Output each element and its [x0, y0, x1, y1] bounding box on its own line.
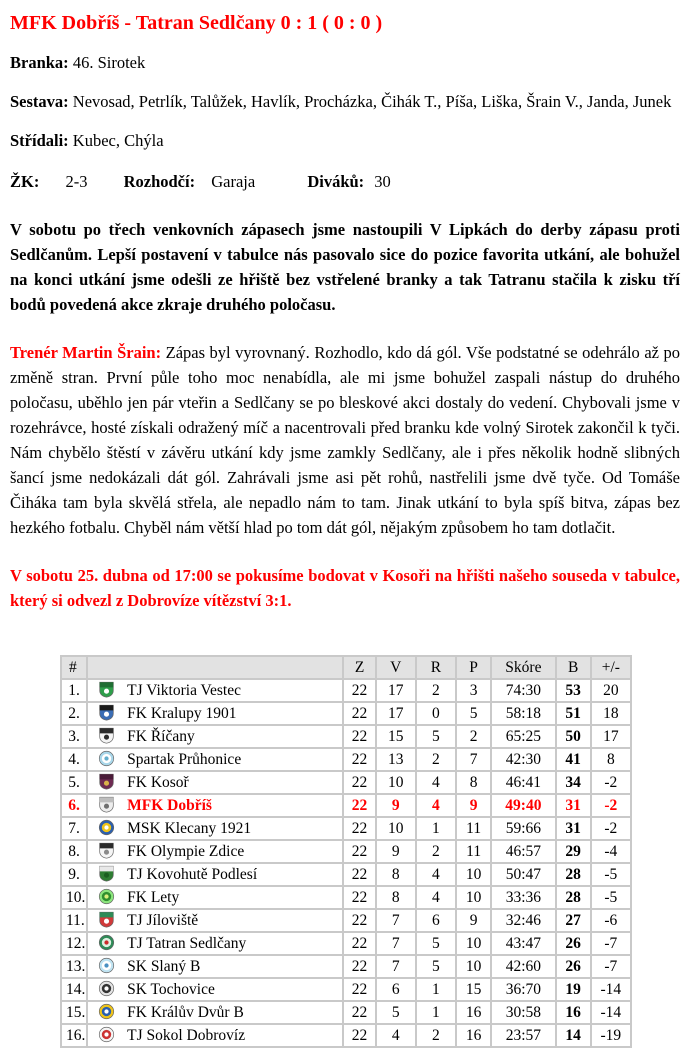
draws-cell: 4	[416, 794, 456, 817]
rank-cell: 3.	[61, 725, 87, 748]
points-cell: 14	[556, 1024, 591, 1047]
team-logo-icon	[98, 865, 115, 882]
table-row	[61, 702, 631, 725]
table-row	[61, 932, 631, 955]
team-name: TJ Kovohutě Podlesí	[127, 866, 258, 883]
team-cell	[87, 725, 343, 748]
rank-cell: 13.	[61, 955, 87, 978]
score-cell: 33:36	[491, 886, 555, 909]
team-cell	[87, 748, 343, 771]
losses-cell: 10	[456, 955, 491, 978]
team-logo-icon	[98, 957, 115, 974]
substitutes-line	[10, 128, 680, 153]
team-cell	[87, 909, 343, 932]
draws-cell: 4	[416, 863, 456, 886]
points-cell: 26	[556, 955, 591, 978]
games-cell: 22	[343, 1024, 375, 1047]
next-match-paragraph: V sobotu 25. dubna od 17:00 se pokusíme bodovat v Kosoři na hřišti našeho souseda v tabulce, který si odvezl z Dobrovíze vítězství 3:1.	[10, 566, 680, 610]
team-cell	[87, 955, 343, 978]
team-cell	[87, 978, 343, 1001]
draws-cell: 4	[416, 886, 456, 909]
diff-cell: -2	[591, 817, 631, 840]
table-row	[61, 863, 631, 886]
draws-cell: 2	[416, 748, 456, 771]
coach-name-label: Trenér Martin Šrain:	[10, 343, 162, 362]
rank-cell: 12.	[61, 932, 87, 955]
wins-cell: 13	[376, 748, 416, 771]
lineup-label: Sestava:	[10, 92, 69, 111]
team-logo-icon	[98, 934, 115, 951]
substitutes-value: Kubec, Chýla	[72, 131, 164, 150]
wins-cell: 9	[376, 794, 416, 817]
wins-cell: 8	[376, 886, 416, 909]
team-cell	[87, 886, 343, 909]
wins-cell: 7	[376, 909, 416, 932]
losses-cell: 11	[456, 817, 491, 840]
games-cell: 22	[343, 863, 375, 886]
table-row	[61, 1001, 631, 1024]
goal-label: Branka:	[10, 53, 69, 72]
rank-cell: 14.	[61, 978, 87, 1001]
score-cell: 50:47	[491, 863, 555, 886]
team-name: Spartak Průhonice	[127, 751, 242, 768]
score-cell: 49:40	[491, 794, 555, 817]
wins-cell: 6	[376, 978, 416, 1001]
team-logo-icon	[98, 727, 115, 744]
table-row	[61, 794, 631, 817]
draws-cell: 0	[416, 702, 456, 725]
team-cell	[87, 932, 343, 955]
draws-cell: 6	[416, 909, 456, 932]
diff-cell: -14	[591, 1001, 631, 1024]
points-cell: 53	[556, 679, 591, 702]
team-name: FK Kralupy 1901	[127, 705, 237, 722]
score-cell: 46:57	[491, 840, 555, 863]
rank-cell: 8.	[61, 840, 87, 863]
yellow-cards-value: 2-3	[65, 172, 88, 191]
draws-cell: 1	[416, 1001, 456, 1024]
games-cell: 22	[343, 978, 375, 1001]
games-cell: 22	[343, 1001, 375, 1024]
losses-cell: 15	[456, 978, 491, 1001]
draws-cell: 5	[416, 955, 456, 978]
team-name: TJ Jíloviště	[127, 912, 199, 929]
games-cell: 22	[343, 679, 375, 702]
table-row	[61, 840, 631, 863]
score-cell: 74:30	[491, 679, 555, 702]
losses-cell: 16	[456, 1024, 491, 1047]
coach-paragraph	[10, 340, 680, 540]
yellow-cards-label: ŽK:	[10, 172, 40, 191]
league-table	[60, 655, 632, 1048]
diff-cell: -6	[591, 909, 631, 932]
rank-cell: 11.	[61, 909, 87, 932]
losses-cell: 10	[456, 886, 491, 909]
points-cell: 34	[556, 771, 591, 794]
score-cell: 43:47	[491, 932, 555, 955]
team-cell	[87, 702, 343, 725]
points-cell: 31	[556, 817, 591, 840]
diff-cell: -2	[591, 771, 631, 794]
table-row	[61, 909, 631, 932]
team-cell	[87, 679, 343, 702]
losses-cell: 8	[456, 771, 491, 794]
team-logo-icon	[98, 888, 115, 905]
score-cell: 32:46	[491, 909, 555, 932]
wins-cell: 5	[376, 1001, 416, 1024]
table-row	[61, 748, 631, 771]
team-name: FK Říčany	[127, 728, 195, 745]
games-cell: 22	[343, 702, 375, 725]
table-row	[61, 817, 631, 840]
substitutes-label: Střídali:	[10, 131, 69, 150]
team-name: TJ Viktoria Vestec	[127, 682, 241, 699]
score-cell: 46:41	[491, 771, 555, 794]
table-header-row	[61, 656, 631, 679]
draws-cell: 4	[416, 771, 456, 794]
wins-cell: 10	[376, 817, 416, 840]
games-cell: 22	[343, 955, 375, 978]
team-cell	[87, 863, 343, 886]
diff-cell: -7	[591, 955, 631, 978]
table-row	[61, 978, 631, 1001]
wins-cell: 7	[376, 955, 416, 978]
losses-cell: 10	[456, 932, 491, 955]
team-cell	[87, 840, 343, 863]
team-name: TJ Sokol Dobrovíz	[127, 1027, 246, 1044]
diff-cell: -4	[591, 840, 631, 863]
draws-cell: 2	[416, 840, 456, 863]
team-cell	[87, 1001, 343, 1024]
lineup-value: Nevosad, Petrlík, Talůžek, Havlík, Procházka, Čihák T., Píša, Liška, Šrain V., Janda, Junek	[72, 92, 672, 111]
team-name: SK Tochovice	[127, 981, 215, 998]
score-cell: 30:58	[491, 1001, 555, 1024]
page-title: MFK Dobříš - Tatran Sedlčany 0 : 1 ( 0 : 0 )	[10, 12, 383, 34]
score-cell: 59:66	[491, 817, 555, 840]
games-cell: 22	[343, 886, 375, 909]
lineup-line	[10, 89, 680, 114]
games-cell: 22	[343, 817, 375, 840]
diff-cell: -14	[591, 978, 631, 1001]
wins-cell: 7	[376, 932, 416, 955]
team-logo-icon	[98, 842, 115, 859]
table-row	[61, 955, 631, 978]
col-header-score: Skóre	[491, 656, 555, 679]
wins-cell: 15	[376, 725, 416, 748]
points-cell: 28	[556, 886, 591, 909]
table-row	[61, 1024, 631, 1047]
wins-cell: 9	[376, 840, 416, 863]
team-name: MFK Dobříš	[127, 797, 212, 814]
rank-cell: 4.	[61, 748, 87, 771]
wins-cell: 10	[376, 771, 416, 794]
losses-cell: 16	[456, 1001, 491, 1024]
diff-cell: -7	[591, 932, 631, 955]
points-cell: 16	[556, 1001, 591, 1024]
score-cell: 42:30	[491, 748, 555, 771]
points-cell: 28	[556, 863, 591, 886]
score-cell: 58:18	[491, 702, 555, 725]
diff-cell: -2	[591, 794, 631, 817]
draws-cell: 5	[416, 932, 456, 955]
draws-cell: 2	[416, 1024, 456, 1047]
draws-cell: 2	[416, 679, 456, 702]
col-header-rank: #	[61, 656, 87, 679]
rank-cell: 2.	[61, 702, 87, 725]
points-cell: 26	[556, 932, 591, 955]
rank-cell: 10.	[61, 886, 87, 909]
col-header-losses: P	[456, 656, 491, 679]
col-header-wins: V	[376, 656, 416, 679]
points-cell: 41	[556, 748, 591, 771]
losses-cell: 9	[456, 909, 491, 932]
team-cell	[87, 817, 343, 840]
diff-cell: 8	[591, 748, 631, 771]
spectators-value: 30	[374, 172, 391, 191]
points-cell: 50	[556, 725, 591, 748]
losses-cell: 10	[456, 863, 491, 886]
referee-value: Garaja	[211, 172, 256, 191]
points-cell: 51	[556, 702, 591, 725]
wins-cell: 17	[376, 679, 416, 702]
spectators-label: Diváků:	[307, 172, 365, 191]
losses-cell: 11	[456, 840, 491, 863]
draws-cell: 5	[416, 725, 456, 748]
team-logo-icon	[98, 1003, 115, 1020]
team-name: FK Olympie Zdice	[127, 843, 245, 860]
points-cell: 27	[556, 909, 591, 932]
col-header-draws: R	[416, 656, 456, 679]
losses-cell: 7	[456, 748, 491, 771]
rank-cell: 1.	[61, 679, 87, 702]
col-header-team	[87, 656, 343, 679]
diff-cell: -5	[591, 886, 631, 909]
score-cell: 36:70	[491, 978, 555, 1001]
score-cell: 42:60	[491, 955, 555, 978]
rank-cell: 6.	[61, 794, 87, 817]
team-cell	[87, 1024, 343, 1047]
games-cell: 22	[343, 725, 375, 748]
games-cell: 22	[343, 771, 375, 794]
col-header-games: Z	[343, 656, 375, 679]
team-name: TJ Tatran Sedlčany	[127, 935, 247, 952]
score-cell: 23:57	[491, 1024, 555, 1047]
team-name: FK Lety	[127, 889, 180, 906]
league-table-body	[61, 679, 631, 1047]
goal-value: 46. Sirotek	[72, 53, 146, 72]
rank-cell: 15.	[61, 1001, 87, 1024]
team-name: FK Kosoř	[127, 774, 189, 791]
col-header-points: B	[556, 656, 591, 679]
team-logo-icon	[98, 773, 115, 790]
games-cell: 22	[343, 909, 375, 932]
match-stats-line	[10, 169, 680, 194]
coach-quote: Zápas byl vyrovnaný. Rozhodlo, kdo dá gól. Vše podstatné se odehrálo až po změně stran. První půle toho moc nenabídla, ale mi jsme bohužel zaspali nástup do druhého poločasu, uběhlo jen pár vteřin a Sedlčany se po bleskové akci dostaly do vedení. Chybovali jsme v rozehrávce, hosté získali odražený míč a nacentrovali před branku kde volný Sirotek zakončil k tyči. Nám chybělo štěstí v závěru utkání kdy jsme zamkly Sedlčany, ale i přes několik hodně slibných šancí jsme nedokázali dát gól. Zahrávali jsme asi pět rohů, nastřelili jsme dvě tyče. Od Tomáše Čiháka tam byla skvělá střela, ale nepadlo nám to tam. Jinak utkání to byla spíš bitva, zápas bez hezkého fotbalu. Chyběl nám větší hlad po tom dát gól, nějakým způsobem ho tam dotlačit.	[10, 343, 680, 537]
score-cell: 65:25	[491, 725, 555, 748]
team-logo-icon	[98, 819, 115, 836]
diff-cell: 18	[591, 702, 631, 725]
team-cell	[87, 794, 343, 817]
points-cell: 29	[556, 840, 591, 863]
games-cell: 22	[343, 840, 375, 863]
rank-cell: 16.	[61, 1024, 87, 1047]
rank-cell: 9.	[61, 863, 87, 886]
team-logo-icon	[98, 704, 115, 721]
wins-cell: 17	[376, 702, 416, 725]
points-cell: 19	[556, 978, 591, 1001]
referee-label: Rozhodčí:	[123, 172, 196, 191]
team-logo-icon	[98, 750, 115, 767]
team-logo-icon	[98, 911, 115, 928]
draws-cell: 1	[416, 978, 456, 1001]
wins-cell: 4	[376, 1024, 416, 1047]
games-cell: 22	[343, 748, 375, 771]
losses-cell: 2	[456, 725, 491, 748]
table-row	[61, 725, 631, 748]
team-logo-icon	[98, 796, 115, 813]
goal-line	[10, 50, 680, 75]
points-cell: 31	[556, 794, 591, 817]
table-row	[61, 771, 631, 794]
diff-cell: 17	[591, 725, 631, 748]
diff-cell: -19	[591, 1024, 631, 1047]
team-name: FK Králův Dvůr B	[127, 1004, 244, 1021]
draws-cell: 1	[416, 817, 456, 840]
team-cell	[87, 771, 343, 794]
team-logo-icon	[98, 681, 115, 698]
games-cell: 22	[343, 932, 375, 955]
diff-cell: 20	[591, 679, 631, 702]
team-name: MSK Klecany 1921	[127, 820, 252, 837]
team-logo-icon	[98, 980, 115, 997]
table-row	[61, 886, 631, 909]
losses-cell: 5	[456, 702, 491, 725]
team-name: SK Slaný B	[127, 958, 201, 975]
wins-cell: 8	[376, 863, 416, 886]
losses-cell: 3	[456, 679, 491, 702]
rank-cell: 5.	[61, 771, 87, 794]
rank-cell: 7.	[61, 817, 87, 840]
diff-cell: -5	[591, 863, 631, 886]
intro-paragraph: V sobotu po třech venkovních zápasech jsme nastoupili V Lipkách do derby zápasu proti Sedlčanům. Lepší postavení v tabulce nás pasovalo sice do pozice favorita utkání, ale bohužel na konci utkání jsme odešli ze hřiště bez vstřelené branky a tak Tatranu stačila k zisku tří bodů povedená akce zkraje druhého poločasu.	[10, 220, 680, 314]
table-row	[61, 679, 631, 702]
games-cell: 22	[343, 794, 375, 817]
team-logo-icon	[98, 1026, 115, 1043]
col-header-diff: +/-	[591, 656, 631, 679]
losses-cell: 9	[456, 794, 491, 817]
